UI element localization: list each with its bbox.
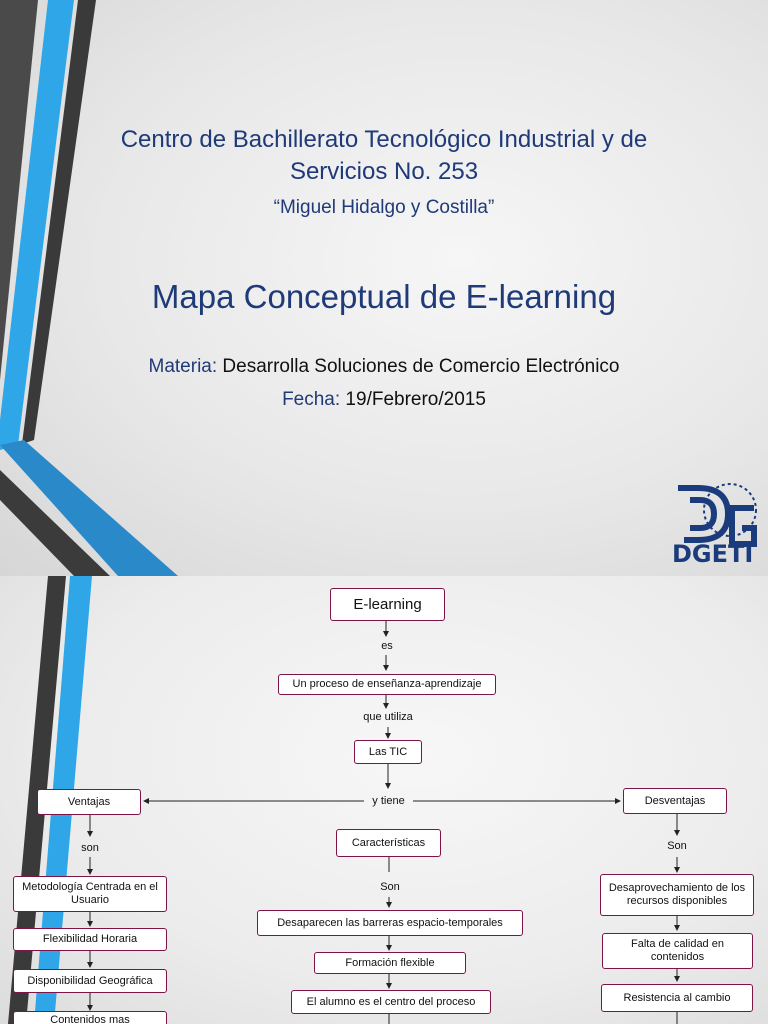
dgeti-logo-text: DGETI: [672, 540, 754, 568]
desventaja-item: Falta de calidad en contenidos: [602, 933, 753, 969]
ventaja-item: Flexibilidad Horaria: [13, 928, 167, 951]
concept-caracteristicas: Características: [336, 829, 441, 857]
date-value: 19/Febrero/2015: [340, 389, 486, 410]
ventaja-item: Metodología Centrada en el Usuario: [13, 876, 167, 912]
link-son-ventajas: son: [81, 842, 99, 854]
ventaja-item: Disponibilidad Geográfica: [13, 969, 167, 993]
subject-line: [0, 356, 768, 378]
concept-process: Un proceso de enseñanza-aprendizaje: [278, 674, 496, 695]
slide-title: Mapa Conceptual de E-learning: [151, 278, 617, 315]
desventaja-item: Desaprovechamiento de los recursos disponibles: [600, 874, 754, 916]
caracteristica-item: Formación flexible: [314, 952, 466, 974]
link-son-caracteristicas: Son: [380, 881, 400, 893]
link-son-desventajas: Son: [667, 840, 687, 852]
caracteristica-item: El alumno es el centro del proceso: [291, 990, 491, 1014]
concept-map-slide: [0, 576, 768, 1024]
school-name-line1: Centro de Bachillerato Tecnológico Industrial y de: [120, 126, 648, 153]
date-label: Fecha:: [282, 389, 341, 410]
date-line: [0, 389, 768, 411]
subject-label: Materia:: [148, 356, 218, 377]
subject-value: Desarrolla Soluciones de Comercio Electrónico: [217, 356, 620, 377]
concept-ventajas: Ventajas: [37, 789, 141, 815]
concept-las-tic: Las TIC: [354, 740, 422, 764]
link-que-utiliza: que utiliza: [363, 711, 413, 723]
link-y-tiene: y tiene: [372, 795, 405, 807]
concept-desventajas: Desventajas: [623, 788, 727, 814]
ventaja-item: Contenidos mas: [13, 1011, 167, 1024]
link-es: es: [381, 640, 393, 652]
school-name-line2: Servicios No. 253: [289, 158, 479, 185]
school-motto: “Miguel Hidalgo y Costilla”: [273, 197, 495, 218]
concept-e-learning: E-learning: [330, 588, 445, 621]
caracteristica-item: Desaparecen las barreras espacio-temporales: [257, 910, 523, 936]
desventaja-item: Resistencia al cambio: [601, 984, 753, 1012]
